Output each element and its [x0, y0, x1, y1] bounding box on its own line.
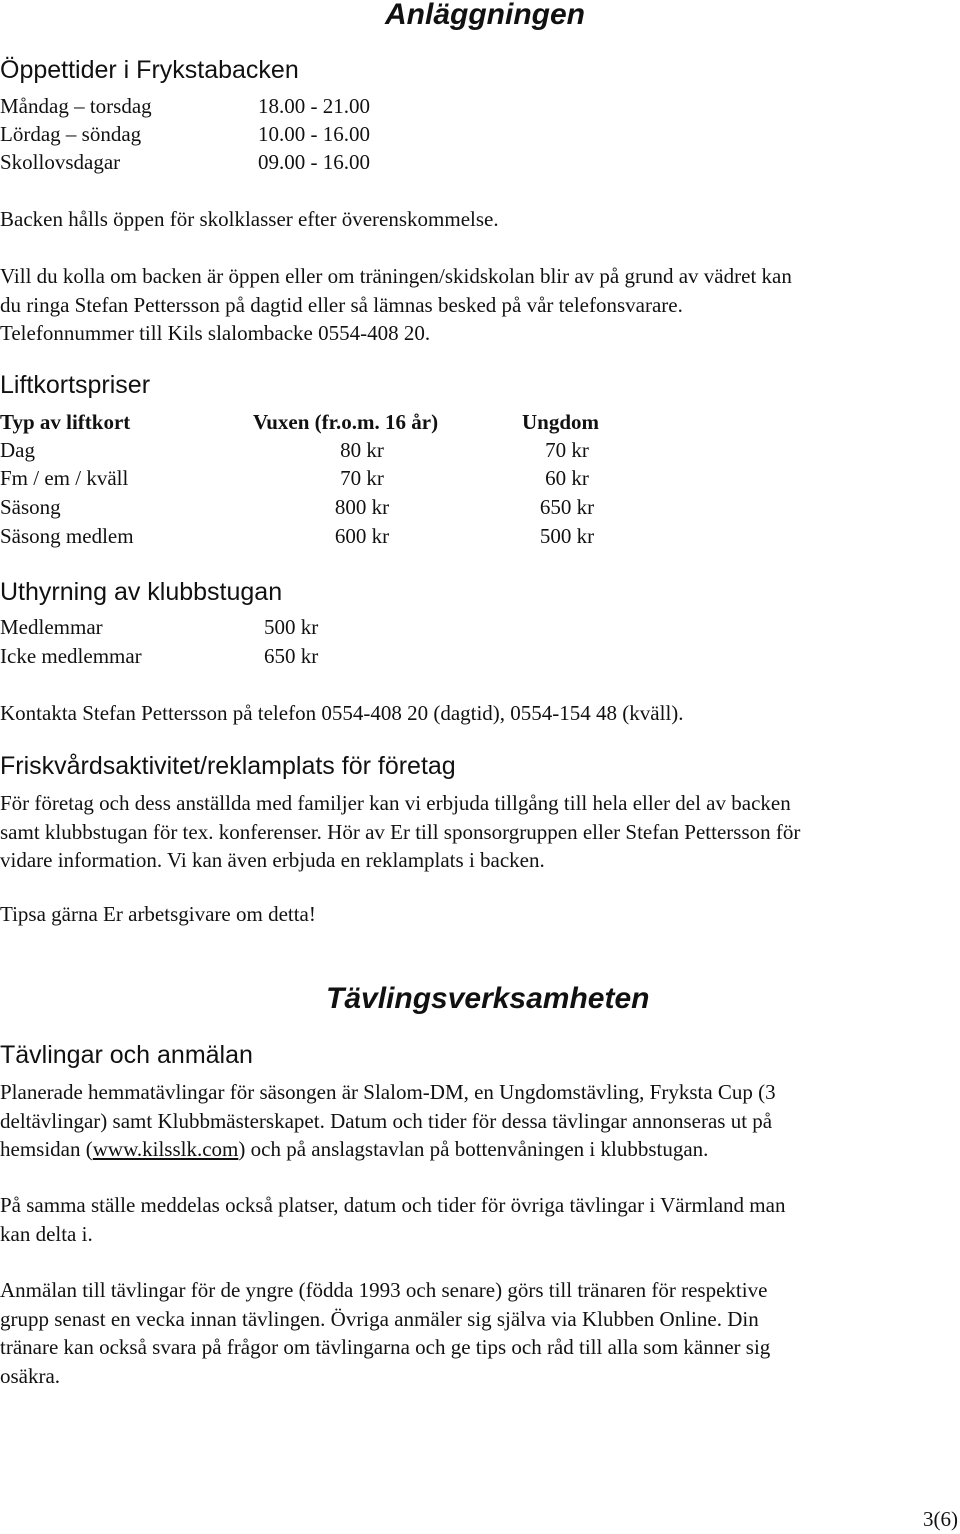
table-header-type: Typ av liftkort	[0, 410, 131, 434]
hours-day: Måndag – torsdag	[0, 94, 152, 118]
competitions-paragraph-1	[0, 1078, 950, 1164]
competitions-heading: Tävlingar och anmälan	[0, 1041, 253, 1069]
table-cell-type: Fm / em / kväll	[0, 466, 129, 490]
website-link[interactable]: www.kilsslk.com	[92, 1137, 239, 1161]
hours-day: Skollovsdagar	[0, 150, 121, 174]
hours-day: Lördag – söndag	[0, 122, 142, 146]
paragraph-line: Vill du kolla om backen är öppen eller om träningen/skidskolan blir av på grund av vädret kan	[0, 264, 792, 288]
paragraph-line: osäkra.	[0, 1363, 61, 1388]
table-cell-adult: 800 kr	[334, 495, 390, 519]
cabin-rental-heading: Uthyrning av klubbstugan	[0, 578, 283, 606]
opening-hours-heading: Öppettider i Frykstabacken	[0, 56, 299, 84]
paragraph-line: På samma ställe meddelas också platser, datum och tider för övriga tävlingar i Värmland man	[0, 1193, 786, 1217]
competitions-paragraph-3	[0, 1276, 950, 1390]
table-cell-youth: 500 kr	[539, 524, 595, 548]
lift-prices-heading: Liftkortspriser	[0, 371, 151, 399]
wellness-paragraph	[0, 789, 950, 875]
text-before-link: hemsidan (	[0, 1137, 93, 1161]
paragraph-line	[0, 1135, 950, 1164]
paragraph-line: Telefonnummer till Kils slalombacke 0554-408 20.	[0, 321, 431, 345]
paragraph-line: grupp senast en vecka innan tävlingen. Övriga anmäler sig själva via Klubben Online. Din	[0, 1306, 759, 1331]
paragraph-line: deltävlingar) samt Klubbmästerskapet. Datum och tider för dessa tävlingar annonseras ut på	[0, 1108, 773, 1133]
paragraph-line: samt klubbstugan för tex. konferenser. Hör av Er till sponsorgruppen eller Stefan Pettersson för	[0, 819, 801, 844]
contact-line: Kontakta Stefan Pettersson på telefon 0554-408 20 (dagtid), 0554-154 48 (kväll).	[0, 701, 684, 725]
rental-price: 650 kr	[264, 644, 319, 668]
table-header-youth: Ungdom	[522, 410, 600, 434]
hours-time: 09.00 - 16.00	[258, 150, 370, 174]
tip-line: Tipsa gärna Er arbetsgivare om detta!	[0, 902, 316, 926]
paragraph-line: Anmälan till tävlingar för de yngre (födda 1993 och senare) görs till tränaren för respektive	[0, 1278, 768, 1302]
weather-info-paragraph	[0, 262, 950, 348]
hours-time: 10.00 - 16.00	[258, 122, 370, 146]
wellness-heading: Friskvårdsaktivitet/reklamplats för företag	[0, 752, 456, 780]
table-cell-adult: 600 kr	[334, 524, 390, 548]
paragraph-line: Planerade hemmatävlingar för säsongen är Slalom-DM, en Ungdomstävling, Fryksta Cup (3	[0, 1080, 776, 1104]
table-cell-type: Säsong	[0, 495, 61, 519]
table-cell-type: Säsong medlem	[0, 524, 134, 548]
section-title-tavlingsverksamheten: Tävlingsverksamheten	[326, 982, 650, 1015]
rental-who: Icke medlemmar	[0, 644, 142, 668]
competitions-paragraph-2	[0, 1191, 950, 1248]
paragraph-line: vidare information. Vi kan även erbjuda en reklamplats i backen.	[0, 848, 545, 872]
table-cell-type: Dag	[0, 438, 35, 462]
table-header-adult: Vuxen (fr.o.m. 16 år)	[253, 410, 439, 434]
school-class-note: Backen hålls öppen för skolklasser efter överenskommelse.	[0, 207, 499, 231]
hours-time: 18.00 - 21.00	[258, 94, 370, 118]
table-cell-adult: 70 kr	[340, 466, 384, 490]
table-cell-youth: 60 kr	[545, 466, 589, 490]
section-title-anlaggningen: Anläggningen	[385, 0, 585, 31]
paragraph-line: För företag och dess anställda med familjer kan vi erbjuda tillgång till hela eller del av backen	[0, 791, 791, 815]
table-cell-adult: 80 kr	[340, 438, 384, 462]
rental-who: Medlemmar	[0, 615, 103, 639]
table-cell-youth: 70 kr	[545, 438, 589, 462]
text-after-link: ) och på anslagstavlan på bottenvåningen i klubbstugan.	[238, 1137, 709, 1161]
table-cell-youth: 650 kr	[539, 495, 595, 519]
page-number: 3(6)	[923, 1507, 958, 1531]
paragraph-line: kan delta i.	[0, 1221, 93, 1246]
paragraph-line: du ringa Stefan Pettersson på dagtid eller så lämnas besked på vår telefonsvarare.	[0, 292, 683, 317]
rental-price: 500 kr	[264, 615, 319, 639]
paragraph-line: tränare kan också svara på frågor om tävlingarna och ge tips och råd till alla som känner sig	[0, 1335, 771, 1359]
